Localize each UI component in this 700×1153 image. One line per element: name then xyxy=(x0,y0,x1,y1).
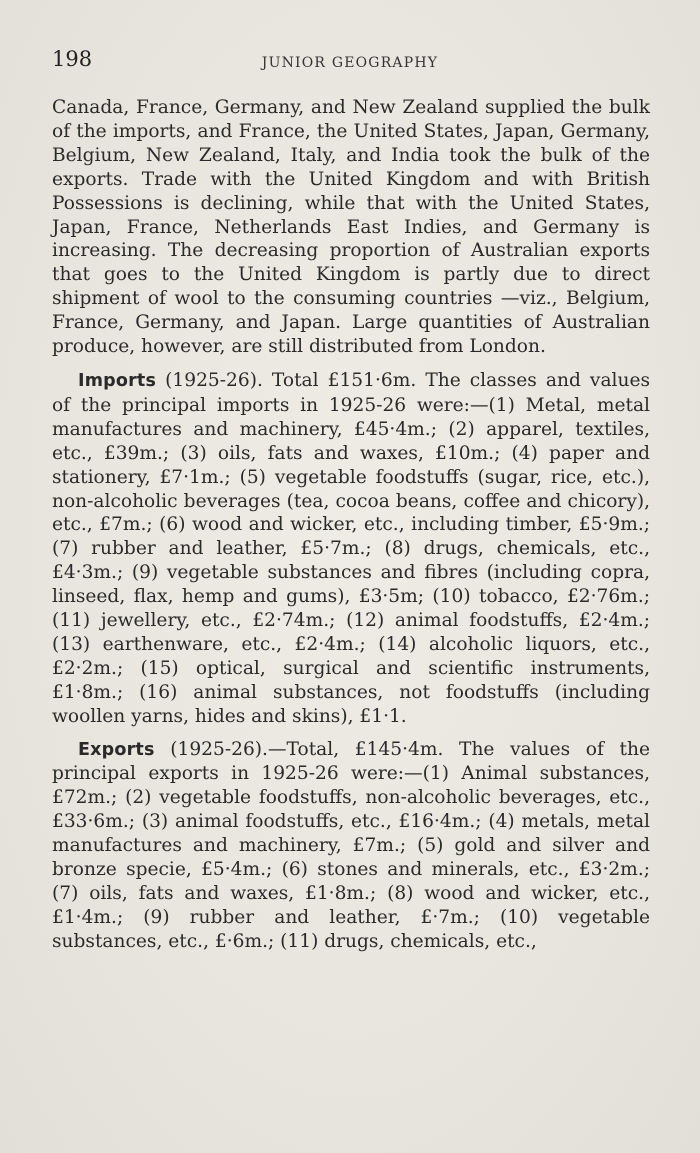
page-header xyxy=(52,47,648,77)
paragraph-text: (1925-26).—Total, £145·4m. The values of the principal exports in 1925-26 were:—(1) Animal substances, £72m.; (2) vegetable foodstuffs, non-alcoholic beverages, etc., £33·6m.; (3) animal foodstuffs, etc., £16·4m.; (4) metals, metal manufactures and machinery, £7m.; (5) gold and silver and bronze specie, £5·4m.; (6) stones and minerals, etc., £3·2m.; (7) oils, fats and waxes, £1·8m.; (8) wood and wicker, etc., £1·4m.; (9) rubber and leather, £·7m.; (10) vegetable substances, etc., £·6m.; (11) drugs, chemicals, etc., xyxy=(52,738,650,952)
paragraph-trade-partners xyxy=(52,96,650,359)
body-text xyxy=(52,96,650,954)
page-number: 198 xyxy=(52,47,93,71)
paragraph-imports xyxy=(52,369,650,729)
paragraph-text: Canada, France, Germany, and New Zealand supplied the bulk of the imports, and France, the United States, Japan, Germany, Belgium, New Zealand, Italy, and India took the bulk of the exports. Trade with the United Kingdom and with British Possessions is declining, while that with the United States, Japan, France, Netherlands East Indies, and Germany is increasing. The decreasing proportion of Australian exports that goes to the United Kingdom is partly due to direct shipment of wool to the consuming countries —viz., Belgium, France, Germany, and Japan. Large quantities of Australian produce, however, are still distributed from London. xyxy=(52,97,650,358)
paragraph-exports xyxy=(52,738,650,954)
paragraph-text: (1925-26). Total £151·6m. The classes and values of the principal imports in 1925-26 were:—(1) Metal, metal manufactures and machinery, £45·4m.; (2) apparel, textiles, etc., £39m.; (3) oils, fats and waxes, £10m.; (4) paper and stationery, £7·1m.; (5) vegetable foodstuffs (sugar, rice, etc.), non-alcoholic beverages (tea, cocoa beans, coffee and chicory), etc., £7m.; (6) wood and wicker, etc., including timber, £5·9m.; (7) rubber and leather, £5·7m.; (8) drugs, chemicals, etc., £4·3m.; (9) vegetable substances and fibres (including copra, linseed, flax, hemp and gums), £3·5m; (10) tobacco, £2·76m.; (11) jewellery, etc., £2·74m.; (12) animal foodstuffs, £2·4m.; (13) earthenware, etc., £2·4m.; (14) alcoholic liquors, etc., £2·2m.; (15) optical, surgical and scientific instruments, £1·8m.; (16) animal substances, not foodstuffs (including woollen yarns, hides and skins), £1·1. xyxy=(52,369,650,727)
exports-heading: Exports xyxy=(78,739,155,760)
running-head: JUNIOR GEOGRAPHY xyxy=(261,55,439,71)
imports-heading: Imports xyxy=(78,370,157,391)
